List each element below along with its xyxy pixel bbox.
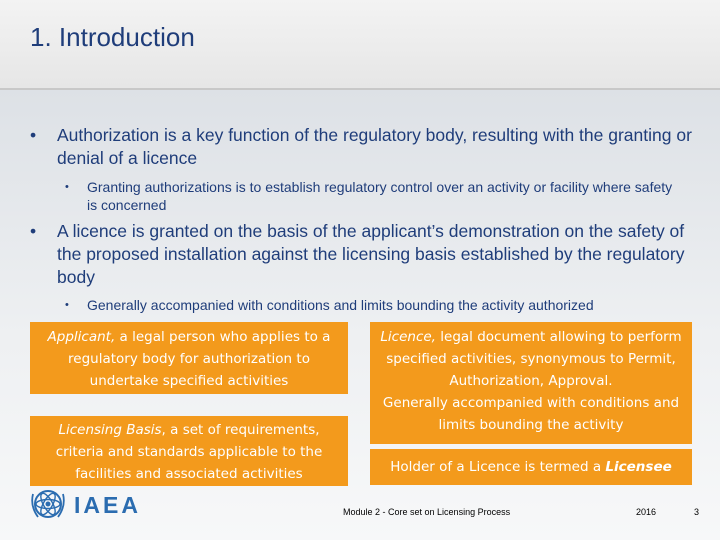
bullet-marker: • — [65, 181, 69, 193]
bullet-marker: • — [30, 221, 37, 241]
bullet-1 — [30, 124, 700, 170]
term: Licensing Basis — [58, 422, 162, 438]
licensee-definition-box — [370, 449, 692, 485]
bullet-marker: • — [65, 299, 69, 311]
bullet-text: A licence is granted on the basis of the applicant’s demonstration on the safety of the proposed installation against the licensing basis established by the regulatory body — [57, 221, 685, 287]
term: Licence, — [380, 329, 436, 345]
definition: Holder of a Licence is termed a — [390, 459, 606, 475]
term: Licensee — [605, 459, 672, 475]
licence-conditions: Generally accompanied with conditions and limits bounding the activity — [382, 395, 680, 433]
sub-bullet-1 — [65, 178, 675, 214]
footer-year: 2016 — [636, 507, 657, 517]
iaea-logo — [30, 484, 160, 524]
licensing-basis-definition-box — [30, 416, 348, 486]
applicant-definition-box — [30, 322, 348, 394]
term: Applicant, — [47, 329, 116, 345]
footer-page-number: 3 — [694, 507, 700, 517]
definition: legal document allowing to perform specified activities, synonymous to Permit, Authorization, Approval. — [386, 329, 682, 389]
definition: , a set of requirements, criteria and standards applicable to the facilities and associated activities — [55, 422, 323, 482]
bullet-marker: • — [30, 125, 37, 145]
bullet-2 — [30, 220, 700, 289]
footer-module: Module 2 - Core set on Licensing Process — [343, 507, 511, 517]
slide-title: 1. Introduction — [30, 22, 195, 52]
bullet-text: Authorization is a key function of the regulatory body, resulting with the granting or denial of a licence — [57, 125, 692, 168]
sub-bullet-text: Generally accompanied with conditions and limits bounding the activity authorized — [87, 297, 594, 313]
licence-definition-box — [370, 322, 692, 444]
un-emblem-icon — [30, 484, 160, 524]
logo-text: IAEA — [74, 492, 141, 518]
definition: a legal person who applies to a regulatory body for authorization to undertake specified activities — [68, 329, 331, 389]
sub-bullet-2 — [65, 296, 675, 314]
sub-bullet-text: Granting authorizations is to establish regulatory control over an activity or facility where safety is concerned — [87, 179, 673, 213]
